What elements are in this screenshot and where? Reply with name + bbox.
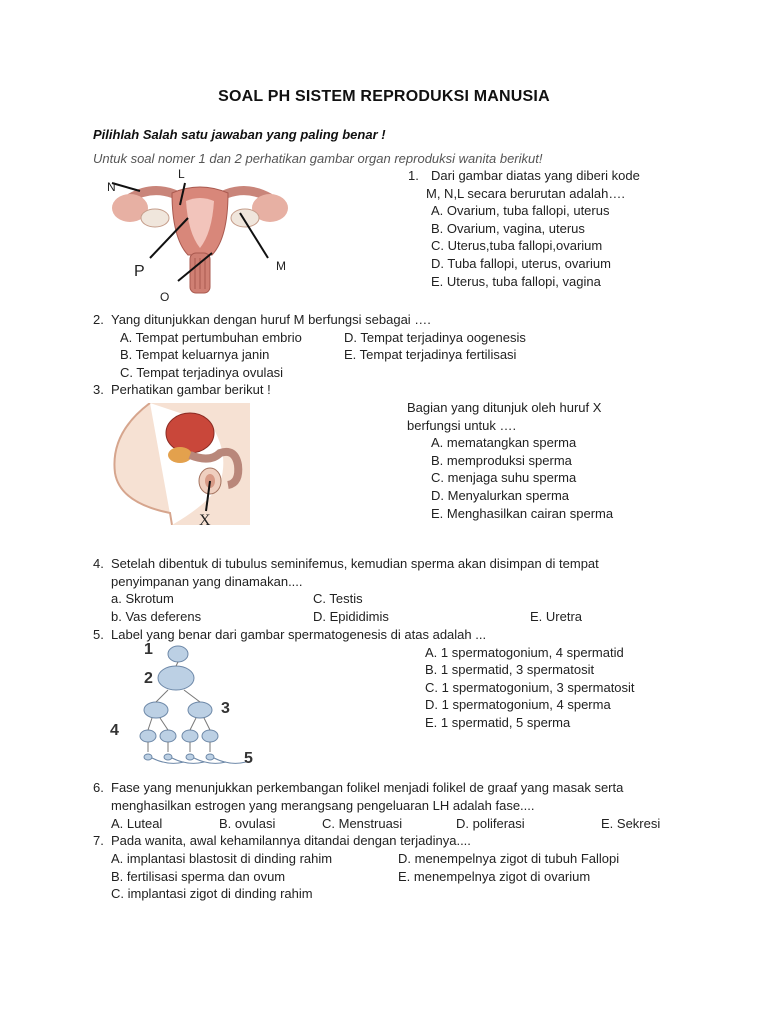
q1-option-e: E. Uterus, tuba fallopi, vagina: [431, 274, 601, 289]
q2-option-a: A. Tempat pertumbuhan embrio: [120, 330, 302, 345]
q7-text: Pada wanita, awal kehamilannya ditandai dengan terjadinya....: [111, 833, 471, 848]
label-m: M: [276, 259, 286, 273]
q7-option-c: C. implantasi zigot di dinding rahim: [111, 886, 313, 901]
label-3: 3: [221, 700, 230, 717]
q5-text: Label yang benar dari gambar spermatogenesis di atas adalah ...: [111, 627, 487, 642]
q4-line1: Setelah dibentuk di tubulus seminifemus, kemudian sperma akan disimpan di tempat: [111, 556, 599, 571]
q6-option-a: A. Luteal: [111, 816, 163, 831]
label-p: P: [134, 263, 145, 280]
q5-option-a: A. 1 spermatogonium, 4 spermatid: [425, 645, 624, 660]
q5-option-e: E. 1 spermatid, 5 sperma: [425, 715, 571, 730]
q3-option-e: E. Menghasilkan cairan sperma: [431, 506, 614, 521]
male-reproductive-figure: [110, 403, 250, 525]
q7-option-a: A. implantasi blastosit di dinding rahim: [111, 851, 333, 866]
q1-option-d: D. Tuba fallopi, uterus, ovarium: [431, 256, 611, 271]
q6-number: 6.: [93, 780, 104, 795]
label-4: 4: [110, 722, 119, 739]
q4-option-b: b. Vas deferens: [111, 609, 202, 624]
q3-number: 3.: [93, 382, 104, 397]
q1-line2: M, N,L secara berurutan adalah….: [426, 186, 625, 201]
q6-option-c: C. Menstruasi: [322, 816, 403, 831]
q2-option-e: E. Tempat terjadinya fertilisasi: [344, 347, 517, 362]
q7-number: 7.: [93, 833, 104, 848]
q1-option-c: C. Uterus,tuba fallopi,ovarium: [431, 238, 603, 253]
q1-number: 1.: [408, 168, 419, 183]
q5-option-d: D. 1 spermatogonium, 4 sperma: [425, 697, 611, 712]
q7-option-e: E. menempelnya zigot di ovarium: [398, 869, 591, 884]
q5-option-c: C. 1 spermatogonium, 3 spermatosit: [425, 680, 635, 695]
q3-option-b: B. memproduksi sperma: [431, 453, 572, 468]
q4-option-c: C. Testis: [313, 591, 363, 606]
q6-option-e: E. Sekresi: [601, 816, 661, 831]
q6-option-d: D. poliferasi: [456, 816, 525, 831]
page-title: SOAL PH SISTEM REPRODUKSI MANUSIA: [218, 88, 550, 105]
q3-text: Perhatikan gambar berikut !: [111, 382, 271, 397]
q2-text: Yang ditunjukkan dengan huruf M berfungsi sebagai ….: [111, 312, 431, 327]
label-l: L: [178, 167, 185, 181]
q2-number: 2.: [93, 312, 104, 327]
q1-option-b: B. Ovarium, vagina, uterus: [431, 221, 585, 236]
q3-line2: berfungsi untuk ….: [407, 418, 517, 433]
q2-option-d: D. Tempat terjadinya oogenesis: [344, 330, 526, 345]
q1-option-a: A. Ovarium, tuba fallopi, uterus: [431, 203, 610, 218]
q7-option-b: B. fertilisasi sperma dan ovum: [111, 869, 286, 884]
label-n: N: [107, 180, 116, 194]
q4-line2: penyimpanan yang dinamakan....: [111, 574, 303, 589]
female-reproductive-figure: [100, 163, 300, 303]
q5-number: 5.: [93, 627, 104, 642]
label-2: 2: [144, 670, 153, 687]
q3-option-a: A. mematangkan sperma: [431, 435, 577, 450]
q6-option-b: B. ovulasi: [219, 816, 276, 831]
figure-note: Untuk soal nomer 1 dan 2 perhatikan gambar organ reproduksi wanita berikut!: [93, 151, 543, 166]
q3-option-d: D. Menyalurkan sperma: [431, 488, 569, 503]
q6-line1: Fase yang menunjukkan perkembangan folikel menjadi folikel de graaf yang masak serta: [111, 780, 624, 795]
q2-option-c: C. Tempat terjadinya ovulasi: [120, 365, 284, 380]
q2-option-b: B. Tempat keluarnya janin: [120, 347, 270, 362]
label-o: O: [160, 290, 170, 304]
q4-option-e: E. Uretra: [530, 609, 583, 624]
q4-number: 4.: [93, 556, 104, 571]
q4-option-d: D. Epididimis: [313, 609, 389, 624]
q7-option-d: D. menempelnya zigot di tubuh Fallopi: [398, 851, 620, 866]
q4-option-a: a. Skrotum: [111, 591, 174, 606]
q3-option-c: C. menjaga suhu sperma: [431, 470, 577, 485]
label-1: 1: [144, 641, 153, 658]
label-5: 5: [244, 750, 253, 767]
q1-line1: Dari gambar diatas yang diberi kode: [431, 168, 640, 183]
label-x: X: [199, 512, 211, 529]
instruction: Pilihlah Salah satu jawaban yang paling benar !: [93, 127, 386, 142]
q5-option-b: B. 1 spermatid, 3 spermatosit: [425, 662, 595, 677]
q3-line1: Bagian yang ditunjuk oleh huruf X: [407, 400, 602, 415]
q6-line2: menghasilkan estrogen yang merangsang pengeluaran LH adalah fase....: [111, 798, 535, 813]
